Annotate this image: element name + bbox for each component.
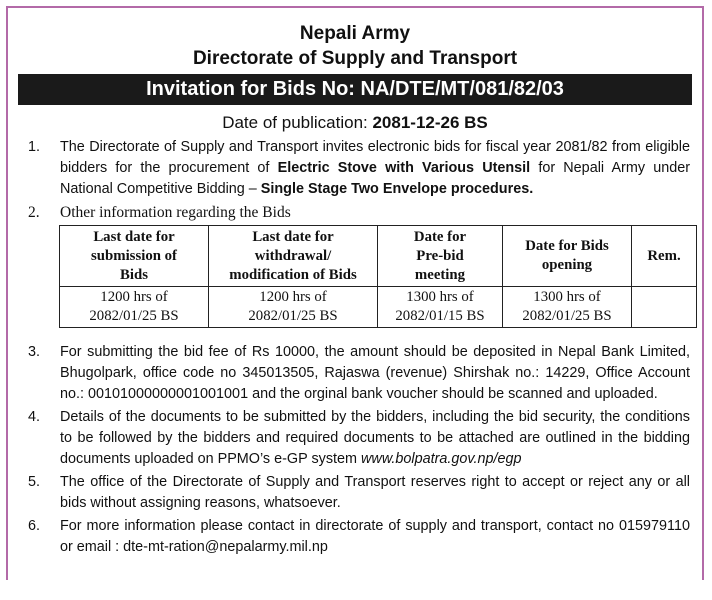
col-header-opening: Date for Bids opening — [503, 226, 632, 287]
item-number: 3. — [28, 344, 41, 360]
col-header-prebid: Date for Pre-bid meeting — [378, 226, 503, 287]
notice-item-4 — [8, 407, 702, 470]
bids-info-table — [59, 225, 697, 328]
item-text — [60, 137, 690, 200]
cell-remarks — [632, 287, 697, 328]
org-title: Nepali Army — [299, 23, 411, 44]
table-row — [60, 287, 697, 328]
item-text: For more information please contact in directorate of supply and transport, contact no 015979110 or email : dte-mt-ration@nepalarmy.mil.np — [60, 518, 690, 555]
bid-notice — [6, 6, 704, 580]
publication-date — [8, 112, 702, 134]
item-text — [60, 407, 690, 470]
item-text: Other information regarding the Bids — [60, 204, 291, 221]
procedure-name: Single Stage Two Envelope procedures. — [260, 181, 534, 197]
notice-item-2 — [8, 202, 702, 223]
item-text: For submitting the bid fee of Rs 10000, the amount should be deposited in Nepal Bank Limited, Bhugolpark, office code no 345013505, Rajaswa (revenue) Shirshak no.: 14229, Office Account no.: 00101000000001001001 and the orginal bank voucher should be scanned and uploaded. — [60, 344, 690, 402]
directorate-title: Directorate of Supply and Transport — [192, 48, 518, 69]
col-header-remarks: Rem. — [632, 226, 697, 287]
item-text: The office of the Directorate of Supply and Transport reserves right to accept or reject any or all bids without assigning reasons, whatsoever. — [60, 474, 690, 511]
item-text-part: for Nepali Army under National Competitive Bidding – — [60, 160, 690, 197]
item-text-part: The Directorate of Supply and Transport invites electronic bids for fiscal year 2081/82 from eligible bidders for the procurement of — [60, 139, 690, 176]
publication-label: Date of publication: — [222, 113, 373, 132]
notice-item-3 — [8, 342, 702, 405]
egp-link[interactable]: www.bolpatra.gov.np/egp — [361, 451, 522, 467]
cell-opening: 1300 hrs of 2082/01/25 BS — [503, 287, 632, 328]
notice-item-5 — [8, 472, 702, 514]
item-number: 4. — [28, 409, 41, 425]
notice-item-1 — [8, 137, 702, 200]
cell-submission: 1200 hrs of 2082/01/25 BS — [60, 287, 209, 328]
item-text-part: Details of the documents to be submitted by the bidders, including the bid security, the conditions to be followed by the bidders and required documents to be attached are outlined in the bidding documents uploaded on PPMO’s e-GP system — [60, 409, 690, 467]
cell-withdrawal: 1200 hrs of 2082/01/25 BS — [209, 287, 378, 328]
publication-value: 2081-12-26 BS — [372, 113, 488, 132]
item-number: 5. — [28, 474, 41, 490]
table-header-row — [60, 226, 697, 287]
item-number: 6. — [28, 518, 41, 534]
col-header-withdrawal: Last date for withdrawal/ modification of Bids — [209, 226, 378, 287]
invitation-banner: Invitation for Bids No: NA/DTE/MT/081/82/03 — [18, 74, 692, 105]
col-header-submission: Last date for submission of Bids — [60, 226, 209, 287]
notice-item-6 — [8, 516, 702, 558]
notice-items — [8, 137, 702, 223]
notice-items-continued — [8, 342, 702, 558]
item-number: 2. — [28, 204, 40, 221]
item-number: 1. — [28, 139, 41, 155]
cell-prebid: 1300 hrs of 2082/01/15 BS — [378, 287, 503, 328]
procurement-item: Electric Stove with Various Utensil — [277, 160, 531, 176]
